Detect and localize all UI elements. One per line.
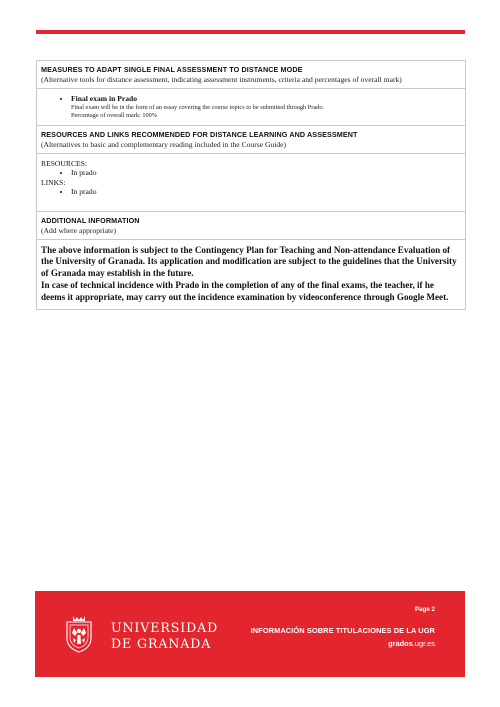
exam-percentage: Percentage of overall mark: 100% bbox=[71, 112, 158, 119]
assessment-table bbox=[36, 60, 466, 310]
exam-description: Final exam will be in the form of an essay covering the course topics to be submitted through Prado. bbox=[71, 103, 325, 111]
university-name bbox=[111, 620, 218, 652]
university-name-line-1: UNIVERSIDAD bbox=[111, 620, 219, 635]
exam-list-item bbox=[71, 94, 460, 121]
page-footer bbox=[35, 591, 465, 677]
links-list bbox=[41, 187, 460, 197]
links-list-item: • In prado bbox=[71, 187, 460, 197]
website-domain-part: .ugr.es bbox=[412, 639, 435, 648]
top-accent-bar bbox=[36, 30, 465, 34]
additional-paragraph-1: The above information is subject to the Contingency Plan for Teaching and Non-attendance Evaluation of the University of Granada. Its application and modification are subject to the guidelines that the University of Granada may establish in the future. bbox=[41, 244, 457, 279]
degree-info-title: INFORMACIÓN SOBRE TITULACIONES DE LA UGR bbox=[250, 626, 435, 635]
links-label: LINKS: bbox=[41, 177, 66, 187]
resources-content-row bbox=[37, 154, 465, 212]
resources-heading: RESOURCES AND LINKS RECOMMENDED FOR DISTANCE LEARNING AND ASSESSMENT bbox=[41, 129, 358, 139]
additional-header-row bbox=[37, 212, 465, 240]
additional-heading: ADDITIONAL INFORMATION bbox=[41, 215, 140, 225]
additional-paragraph-2: In case of technical incidence with Prado in the completion of any of the final exams, the teacher, if he deems it appropriate, may carry out the incidence examination by videoconference through Google Meet. bbox=[41, 279, 449, 302]
exam-list bbox=[41, 94, 460, 121]
page-number: Page 2 bbox=[415, 606, 435, 613]
resources-header-row bbox=[37, 126, 465, 154]
university-seal-icon bbox=[62, 614, 96, 654]
measures-header-row bbox=[37, 61, 465, 89]
measures-subheading: (Alternative tools for distance assessment, indicating assessment instruments, criteria and percentages of overall mark) bbox=[41, 75, 402, 84]
university-name-line-2: DE GRANADA bbox=[111, 636, 212, 651]
website-bold-part: grados bbox=[388, 639, 413, 648]
exam-title: Final exam in Prado bbox=[71, 94, 138, 103]
additional-subheading: (Add where appropriate) bbox=[41, 225, 117, 235]
measures-heading: MEASURES TO ADAPT SINGLE FINAL ASSESSMENT TO DISTANCE MODE bbox=[41, 65, 303, 74]
degrees-website-link[interactable] bbox=[388, 639, 435, 648]
additional-content-row bbox=[37, 240, 465, 310]
resources-list bbox=[41, 168, 460, 178]
resources-label: RESOURCES: bbox=[41, 158, 87, 168]
resources-subheading: (Alternatives to basic and complementary reading included in the Course Guide) bbox=[41, 139, 287, 149]
measures-content-row bbox=[37, 89, 465, 126]
resources-list-item: • In prado bbox=[71, 168, 460, 178]
